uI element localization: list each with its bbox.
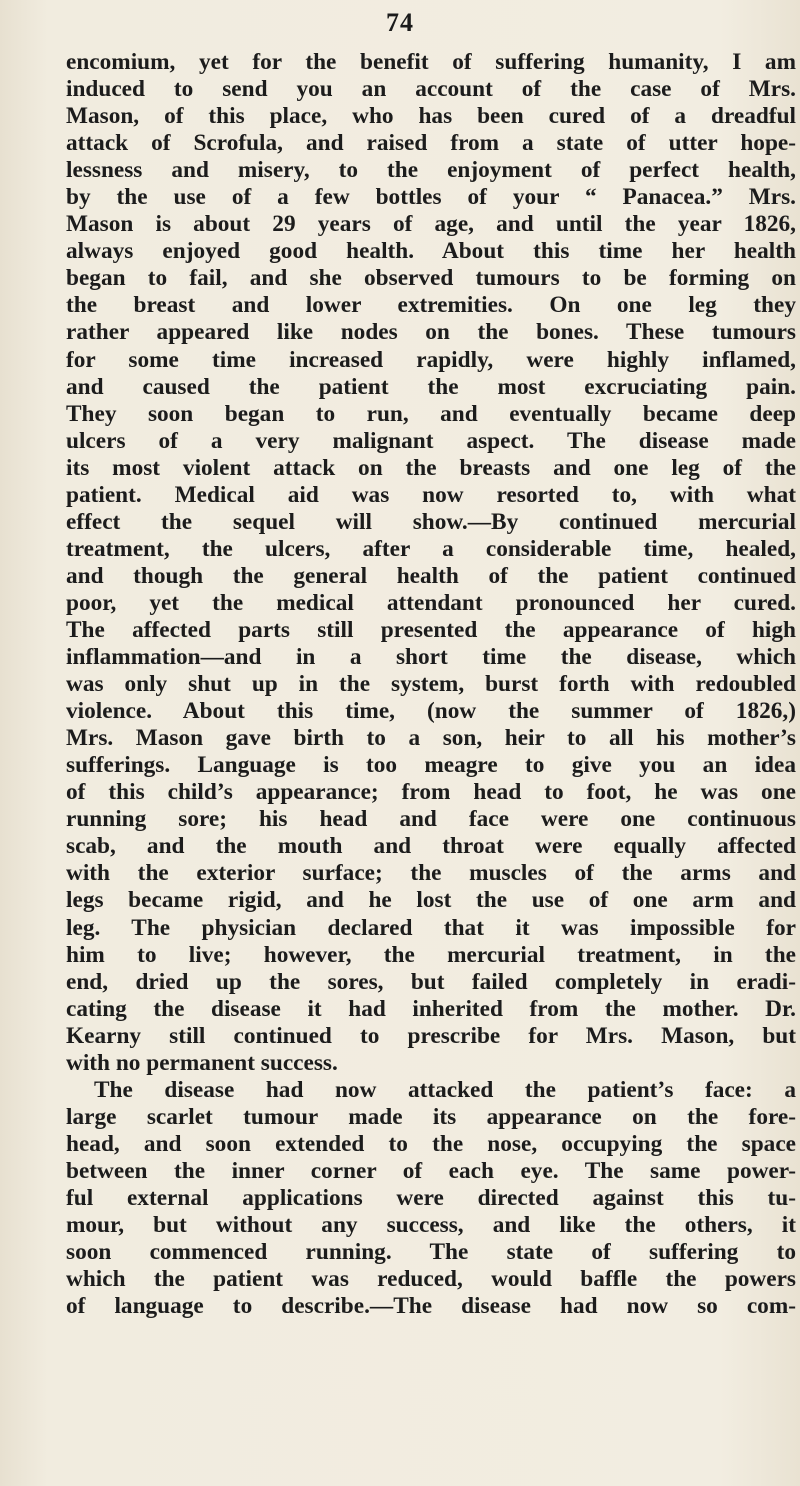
text-line: patient. Medical aid was now resorted to, with what (66, 481, 796, 508)
text-line: sufferings. Language is too meagre to give you an idea (66, 752, 796, 779)
text-line: was only shut up in the system, burst forth with redoubled (66, 671, 796, 698)
text-line: began to fail, and she observed tumours to be forming on (66, 265, 796, 292)
text-line: him to live; however, the mercurial treatment, in the (66, 941, 796, 968)
text-line: encomium, yet for the benefit of suffering humanity, I am (66, 49, 796, 75)
text-line: The affected parts still presented the appearance of high (66, 616, 796, 643)
text-line: and caused the patient the most excruciating pain. (66, 373, 796, 400)
text-line: large scarlet tumour made its appearance on the fore- (66, 1103, 796, 1130)
text-line: end, dried up the sores, but failed completely in eradi- (66, 968, 796, 995)
text-line: leg. The physician declared that it was impossible for (66, 914, 796, 941)
text-line: Mrs. Mason gave birth to a son, heir to all his mother’s (66, 725, 796, 752)
text-line: poor, yet the medical attendant pronounced her cured. (66, 589, 796, 616)
text-line: of language to describe.—The disease had now so com- (66, 1293, 796, 1320)
text-line: violence. About this time, (now the summer of 1826,) (66, 698, 796, 725)
text-line: ulcers of a very malignant aspect. The disease made (66, 427, 796, 454)
text-line: effect the sequel will show.—By continued mercurial (66, 508, 796, 535)
text-line: cating the disease it had inherited from the mother. Dr. (66, 995, 796, 1022)
text-line: by the use of a few bottles of your “ Panacea.” Mrs. (66, 184, 796, 211)
text-line: induced to send you an account of the case of Mrs. (66, 76, 796, 103)
text-line: always enjoyed good health. About this time her health (66, 238, 796, 265)
text-line: running sore; his head and face were one continuous (66, 806, 796, 833)
text-line: They soon began to run, and eventually became deep (66, 400, 796, 427)
text-line: treatment, the ulcers, after a considerable time, healed, (66, 535, 796, 562)
text-line: Mason is about 29 years of age, and until the year 1826, (66, 211, 796, 238)
text-line: lessness and misery, to the enjoyment of perfect health, (66, 157, 796, 184)
text-line: which the patient was reduced, would baffle the powers (66, 1266, 796, 1293)
text-line: rather appeared like nodes on the bones. These tumours (66, 319, 796, 346)
text-line: inflammation—and in a short time the disease, which (66, 644, 796, 671)
text-line: with the exterior surface; the muscles of the arms and (66, 860, 796, 887)
text-line: its most violent attack on the breasts and one leg of the (66, 454, 796, 481)
text-line: between the inner corner of each eye. The same power- (66, 1157, 796, 1184)
text-line: and though the general health of the patient continued (66, 562, 796, 589)
text-line: mour, but without any success, and like the others, it (66, 1212, 796, 1239)
text-line: head, and soon extended to the nose, occupying the space (66, 1130, 796, 1157)
text-line: for some time increased rapidly, were highly inflamed, (66, 346, 796, 373)
text-line: The disease had now attacked the patient’s face: a (94, 1076, 796, 1103)
text-line: ful external applications were directed against this tu- (66, 1184, 796, 1211)
text-line: scab, and the mouth and throat were equally affected (66, 833, 796, 860)
text-line: Mason, of this place, who has been cured of a dreadful (66, 103, 796, 130)
text-line: the breast and lower extremities. On one leg they (66, 292, 796, 319)
text-line: Kearny still continued to prescribe for Mrs. Mason, but (66, 1022, 796, 1049)
text-line: of this child’s appearance; from head to foot, he was one (66, 779, 796, 806)
body-text (66, 49, 796, 1320)
text-line: attack of Scrofula, and raised from a state of utter hope- (66, 130, 796, 157)
text-line: soon commenced running. The state of suffering to (66, 1239, 796, 1266)
text-line: legs became rigid, and he lost the use of one arm and (66, 887, 796, 914)
text-line: with no permanent success. (66, 1049, 338, 1076)
page-number: 74 (386, 8, 414, 37)
